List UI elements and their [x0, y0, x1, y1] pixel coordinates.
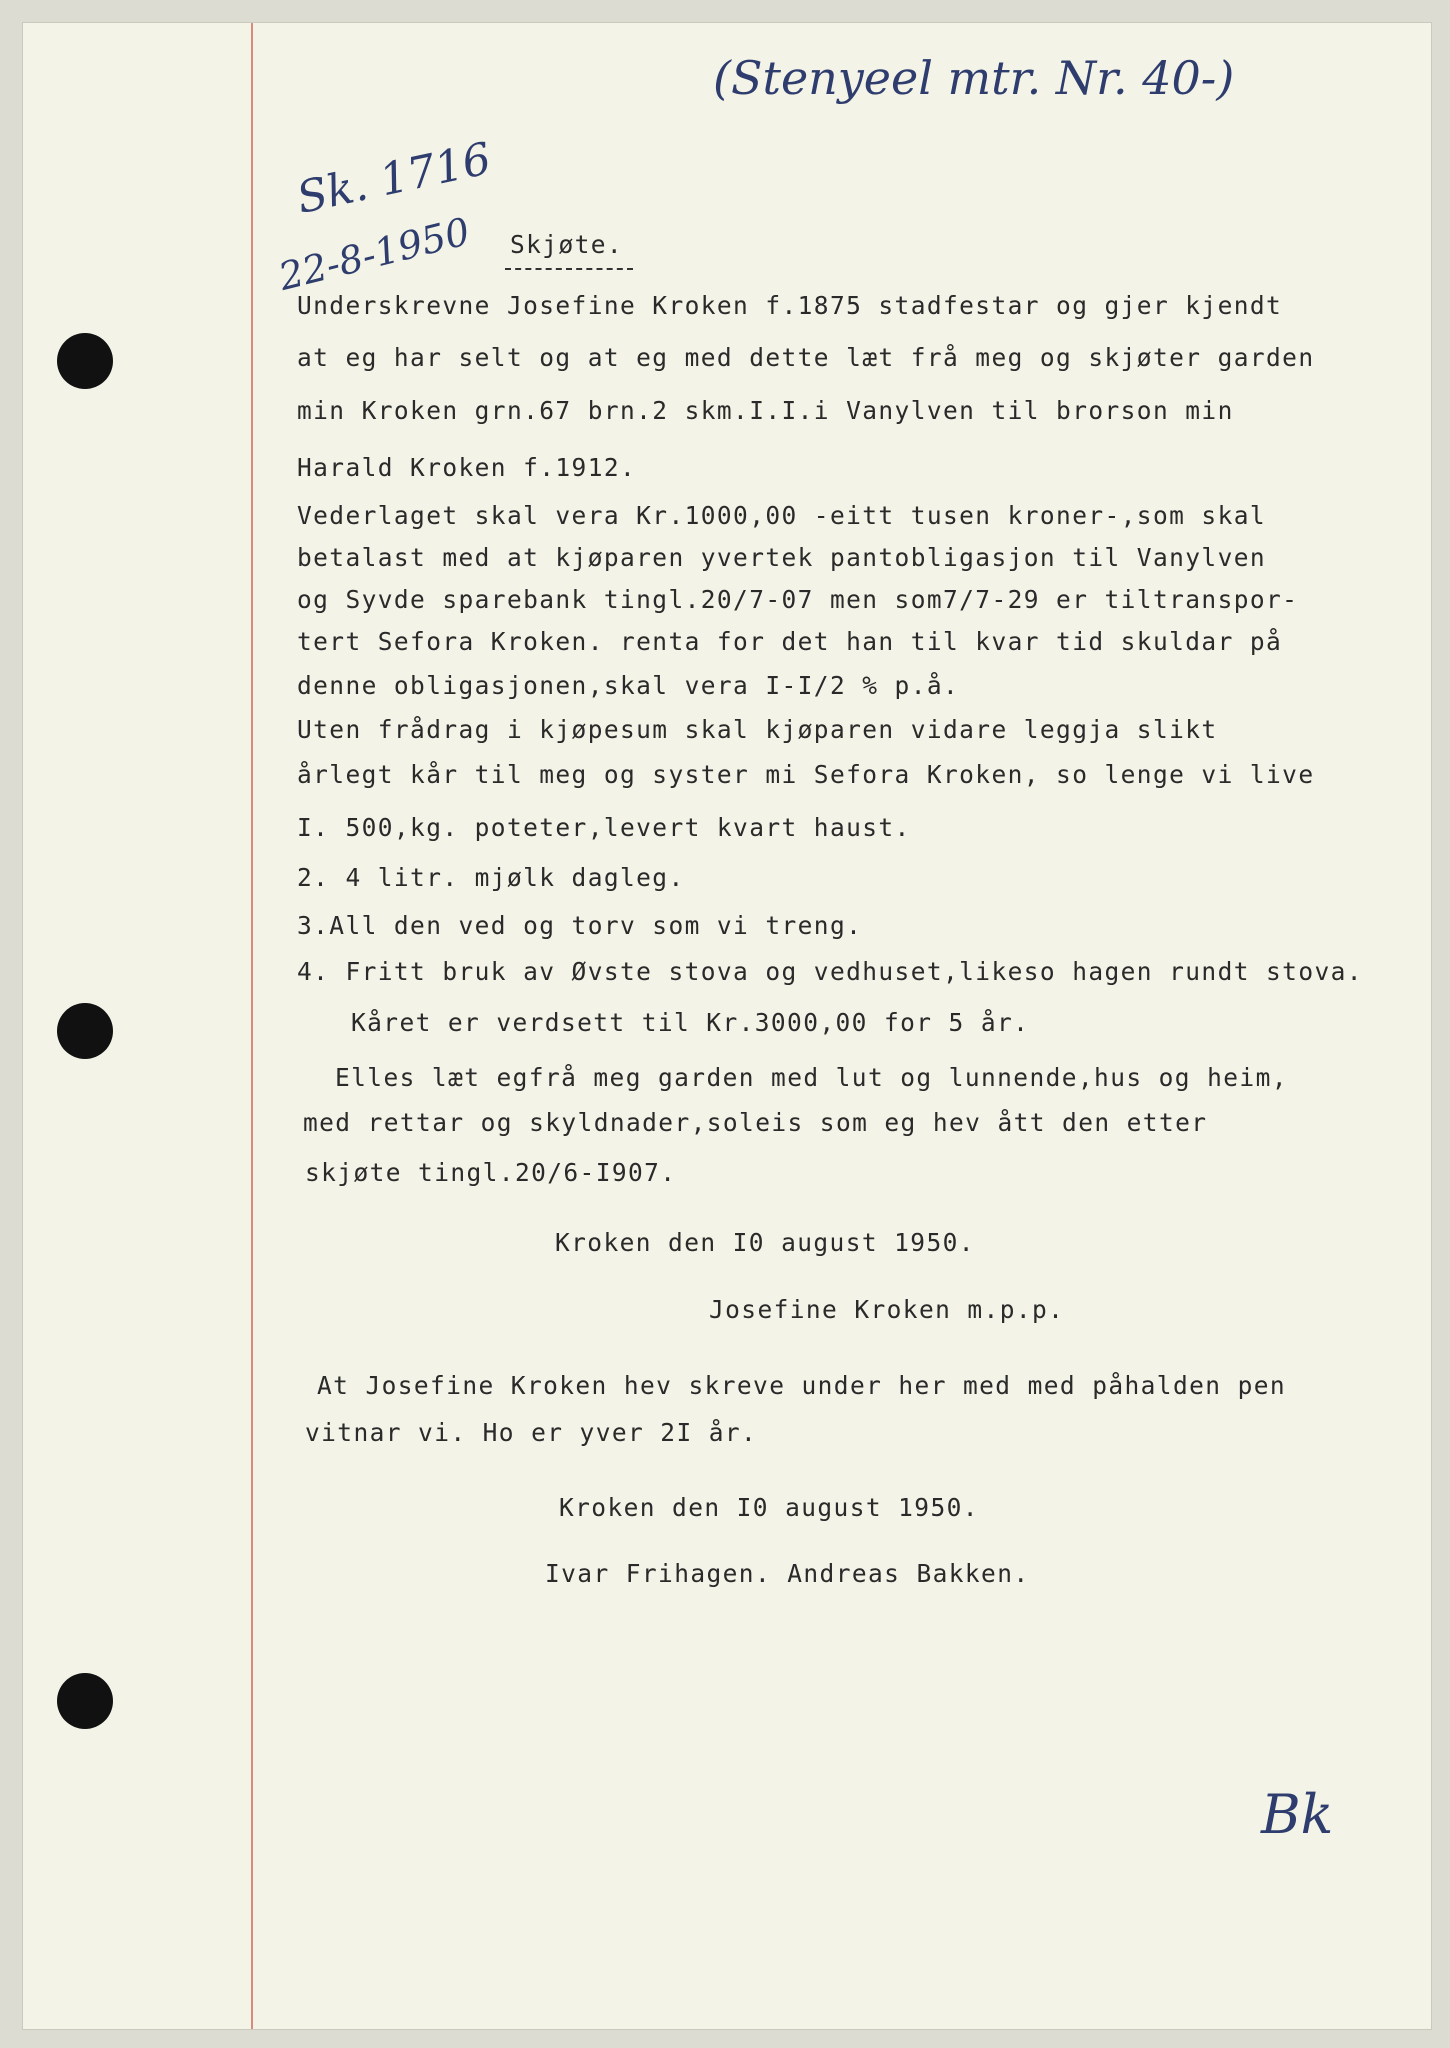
handwritten-initials: Bk	[1261, 1783, 1334, 1846]
text-line: tert Sefora Kroken. renta for det han til kvar tid skuldar på	[297, 627, 1283, 656]
text-line: min Kroken grn.67 brn.2 skm.I.I.i Vanylven til brorson min	[297, 396, 1234, 425]
place-date-line: Kroken den I0 august 1950.	[559, 1493, 979, 1522]
text-line: Kåret er verdsett til Kr.3000,00 for 5 år.	[351, 1008, 1030, 1037]
text-line: Vederlaget skal vera Kr.1000,00 -eitt tusen kroner-,som skal	[297, 501, 1267, 530]
text-line: I. 500,kg. poteter,levert kvart haust.	[297, 813, 911, 842]
text-line: Underskrevne Josefine Kroken f.1875 stadfestar og gjer kjendt	[297, 291, 1283, 320]
text-line: vitnar vi. Ho er yver 2I år.	[305, 1418, 758, 1447]
text-line: At Josefine Kroken hev skreve under her med med påhalden pen	[317, 1371, 1287, 1400]
handwritten-annotation-number: Sk. 1716	[292, 133, 496, 224]
text-line: Harald Kroken f.1912.	[297, 453, 637, 482]
margin-rule	[251, 23, 253, 2029]
punch-hole	[57, 1003, 113, 1059]
witness-signatures: Ivar Frihagen. Andreas Bakken.	[545, 1559, 1030, 1588]
text-line: 3.All den ved og torv som vi treng.	[297, 911, 863, 940]
handwritten-annotation-date: 22-8-1950	[274, 209, 475, 299]
text-line: 4. Fritt bruk av Øvste stova og vedhuset,likeso hagen rundt stova.	[297, 957, 1363, 986]
text-line: denne obligasjonen,skal vera I-I/2 % p.å.	[297, 671, 960, 700]
text-line: og Syvde sparebank tingl.20/7-07 men som7/7-29 er tiltranspor-	[297, 585, 1299, 614]
text-line: skjøte tingl.20/6-I907.	[305, 1158, 677, 1187]
punch-hole	[57, 1673, 113, 1729]
place-date-line: Kroken den I0 august 1950.	[555, 1228, 975, 1257]
document-page	[22, 22, 1432, 2030]
text-line: betalast med at kjøparen yvertek pantobligasjon til Vanylven	[297, 543, 1267, 572]
text-line: årlegt kår til meg og syster mi Sefora Kroken, so lenge vi live	[297, 760, 1315, 789]
text-line: 2. 4 litr. mjølk dagleg.	[297, 863, 685, 892]
text-line: Uten frådrag i kjøpesum skal kjøparen vidare leggja slikt	[297, 715, 1218, 744]
document-title: Skjøte.	[510, 230, 624, 259]
handwritten-annotation-top-right: (Stenyeel mtr. Nr. 40-)	[713, 51, 1235, 105]
text-line: med rettar og skyldnader,soleis som eg hev ått den etter	[303, 1108, 1208, 1137]
text-line: Elles læt egfrå meg garden med lut og lunnende,hus og heim,	[335, 1063, 1288, 1092]
text-line: at eg har selt og at eg med dette læt frå meg og skjøter garden	[297, 343, 1315, 372]
title-underline	[505, 268, 633, 270]
signature-line: Josefine Kroken m.p.p.	[709, 1295, 1065, 1324]
punch-hole	[57, 333, 113, 389]
